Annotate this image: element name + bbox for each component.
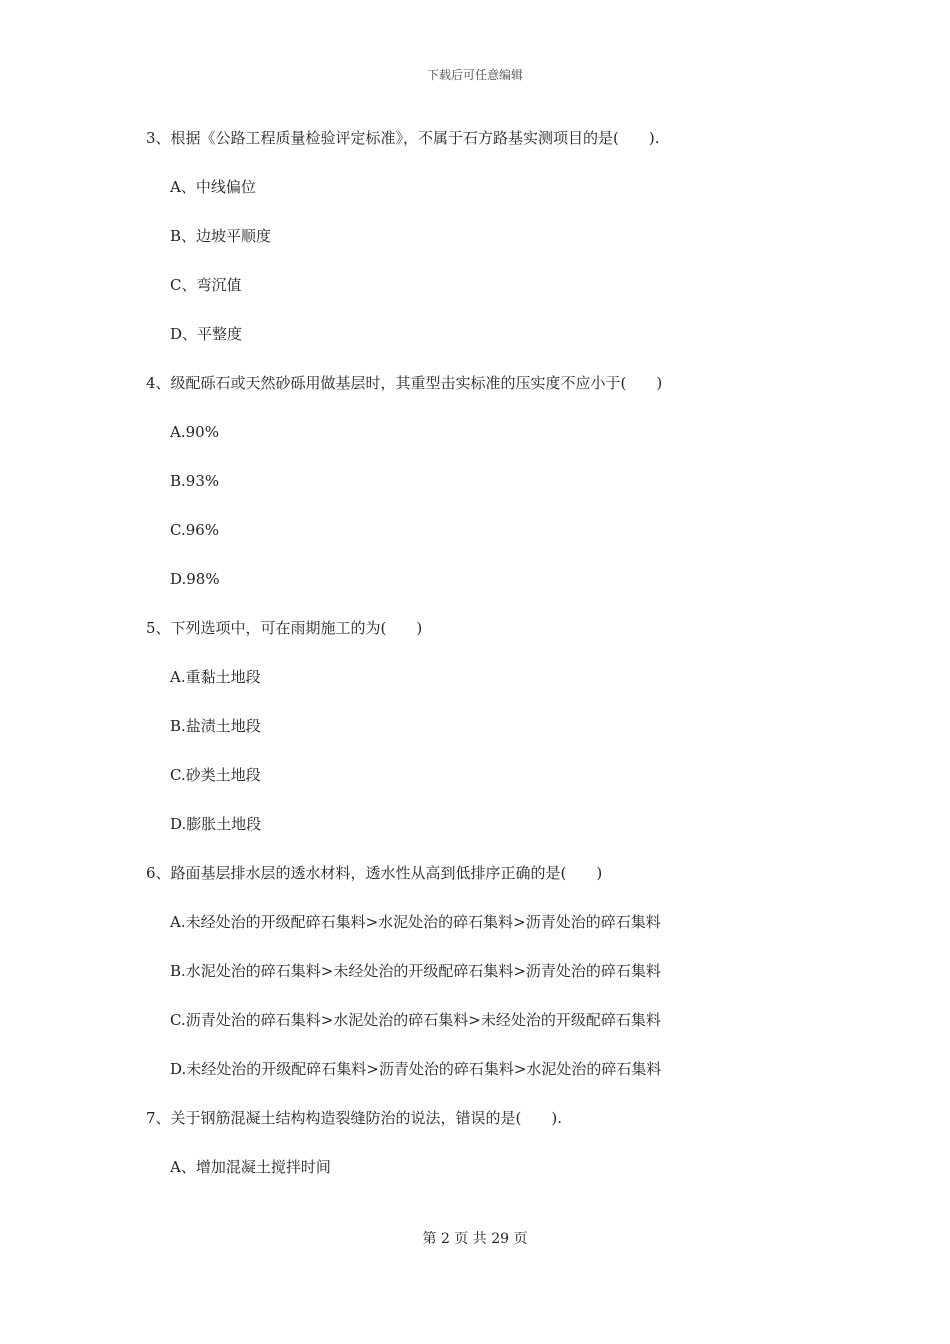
question-stem: 4、级配砾石或天然砂砾用做基层时，其重型击实标准的压实度不应小于( ): [146, 374, 663, 392]
option-a: A.90%: [170, 423, 219, 441]
option-b: B、边坡平顺度: [170, 227, 272, 245]
option-d: D.未经处治的开级配碎石集料>沥青处治的碎石集料>水泥处治的碎石集料: [170, 1060, 662, 1078]
option-a: A、中线偏位: [170, 178, 256, 196]
option-d: D.98%: [170, 570, 220, 588]
option-b: B.水泥处治的碎石集料>未经处治的开级配碎石集料>沥青处治的碎石集料: [170, 962, 661, 980]
question-stem: 7、关于钢筋混凝土结构构造裂缝防治的说法，错误的是( ).: [146, 1109, 563, 1127]
option-b: B.93%: [170, 472, 220, 490]
option-a: A.重黏土地段: [170, 668, 261, 686]
page-number: 第 2 页 共 29 页: [422, 1231, 528, 1247]
option-c: C、弯沉值: [170, 276, 242, 294]
question-7: [146, 1094, 846, 1192]
question-4: [146, 359, 846, 604]
option-c: C.沥青处治的碎石集料>水泥处治的碎石集料>未经处治的开级配碎石集料: [170, 1011, 661, 1029]
option-d: D.膨胀土地段: [170, 815, 262, 833]
question-5: [146, 604, 846, 849]
option-c: C.砂类土地段: [170, 766, 261, 784]
option-b: B.盐渍土地段: [170, 717, 261, 735]
question-stem: 6、路面基层排水层的透水材料，透水性从高到低排序正确的是( ): [146, 864, 603, 882]
question-stem: 5、下列选项中，可在雨期施工的为( ): [146, 619, 423, 637]
question-3: [146, 114, 846, 359]
question-stem: 3、根据《公路工程质量检验评定标准》，不属于石方路基实测项目的是( ).: [146, 129, 660, 147]
question-list: [146, 114, 846, 1192]
page-header: 下载后可任意编辑: [426, 68, 523, 82]
option-c: C.96%: [170, 521, 220, 539]
option-a: A.未经处治的开级配碎石集料>水泥处治的碎石集料>沥青处治的碎石集料: [170, 913, 661, 931]
question-6: [146, 849, 846, 1094]
option-a: A、增加混凝土搅拌时间: [170, 1158, 331, 1176]
option-d: D、平整度: [170, 325, 243, 343]
